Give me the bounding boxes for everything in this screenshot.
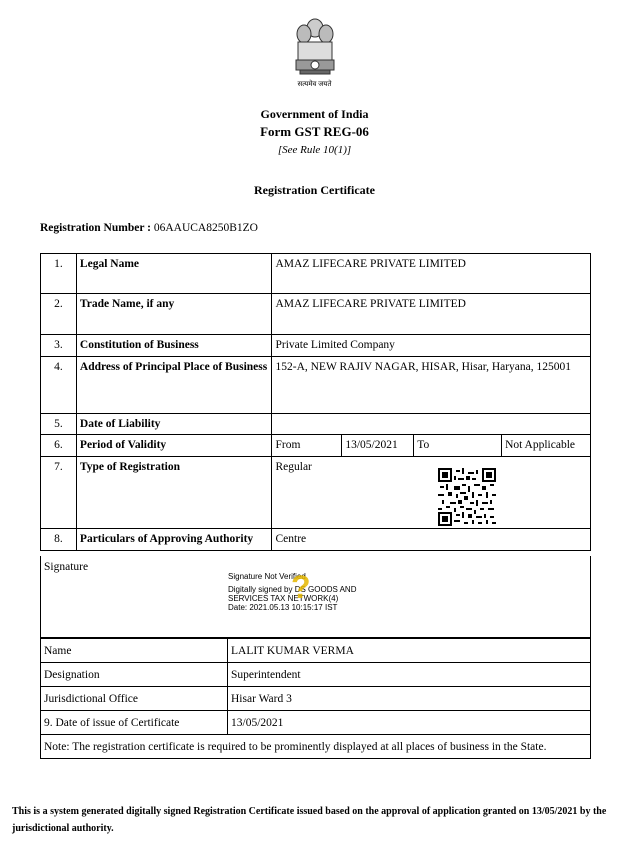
row-number: 1. [41, 254, 77, 294]
row-number: 3. [41, 335, 77, 357]
validity-from-label: From [272, 435, 342, 457]
officer-key: Jurisdictional Office [41, 687, 228, 711]
details-table [40, 253, 591, 551]
validity-to-value: Not Applicable [502, 435, 591, 457]
row-label: Address of Principal Place of Business [76, 357, 272, 414]
signature-question-mark-icon: ? [291, 569, 311, 605]
emblem-motto: सत्यमेव जयते [297, 80, 332, 88]
officer-value: 13/05/2021 [228, 711, 591, 735]
row-label: Date of Liability [76, 414, 272, 435]
table-row [41, 294, 591, 335]
row-number: 8. [41, 529, 77, 551]
registration-number-label: Registration Number : [40, 222, 151, 234]
registration-number [40, 222, 258, 234]
table-row [41, 687, 591, 711]
row-label: Legal Name [76, 254, 272, 294]
table-row [41, 639, 591, 663]
signature-status: Signature Not Verified [228, 572, 306, 581]
table-row [41, 735, 591, 759]
validity-to-label: To [414, 435, 502, 457]
table-row [41, 435, 591, 457]
table-row [41, 335, 591, 357]
qr-code-icon [438, 468, 496, 526]
row-label: Particulars of Approving Authority [76, 529, 272, 551]
header-government: Government of India [260, 107, 369, 121]
national-emblem-icon [290, 14, 340, 90]
table-row [41, 457, 591, 529]
table-row [41, 711, 591, 735]
note-text: Note: The registration certificate is required to be prominently displayed at all places of business in the State. [41, 735, 591, 759]
row-value: Centre [272, 529, 591, 551]
table-row [41, 663, 591, 687]
officer-key: Designation [41, 663, 228, 687]
signature-label: Signature [44, 561, 89, 573]
officer-key: Name [41, 639, 228, 663]
row-value: 152-A, NEW RAJIV NAGAR, HISAR, Hisar, Haryana, 125001 [272, 357, 591, 414]
row-number: 6. [41, 435, 77, 457]
officer-value: Hisar Ward 3 [228, 687, 591, 711]
header-rule: [See Rule 10(1)] [277, 144, 352, 156]
row-number: 7. [41, 457, 77, 529]
officer-value: LALIT KUMAR VERMA [228, 639, 591, 663]
officer-key: 9. Date of issue of Certificate [41, 711, 228, 735]
row-value: AMAZ LIFECARE PRIVATE LIMITED [272, 254, 591, 294]
row-label: Period of Validity [76, 435, 272, 457]
signature-signer-line2: SERVICES TAX NETWORK(4) [228, 594, 339, 603]
table-row [41, 414, 591, 435]
table-row [41, 357, 591, 414]
officer-table [40, 638, 591, 759]
row-value [272, 414, 591, 435]
row-label: Constitution of Business [76, 335, 272, 357]
footer-text: This is a system generated digitally signed Registration Certificate issued based on the approval of application granted on 13/05/2021 by the jurisdictional authority. [12, 806, 607, 834]
validity-from-value: 13/05/2021 [342, 435, 414, 457]
table-row [41, 254, 591, 294]
row-value: Private Limited Company [272, 335, 591, 357]
registration-number-value: 06AAUCA8250B1ZO [153, 222, 258, 234]
row-number: 5. [41, 414, 77, 435]
signature-signer-line1: Digitally signed by DS GOODS AND [228, 585, 357, 594]
row-number: 2. [41, 294, 77, 335]
row-value: Regular [272, 457, 591, 529]
table-row [41, 529, 591, 551]
header-form: Form GST REG-06 [260, 124, 369, 139]
row-value: AMAZ LIFECARE PRIVATE LIMITED [272, 294, 591, 335]
row-label: Type of Registration [76, 457, 272, 529]
page-title: Registration Certificate [254, 183, 375, 197]
signature-date: Date: 2021.05.13 10:15:17 IST [228, 603, 338, 612]
row-label: Trade Name, if any [76, 294, 272, 335]
officer-value: Superintendent [228, 663, 591, 687]
signature-box [40, 556, 591, 638]
row-number: 4. [41, 357, 77, 414]
